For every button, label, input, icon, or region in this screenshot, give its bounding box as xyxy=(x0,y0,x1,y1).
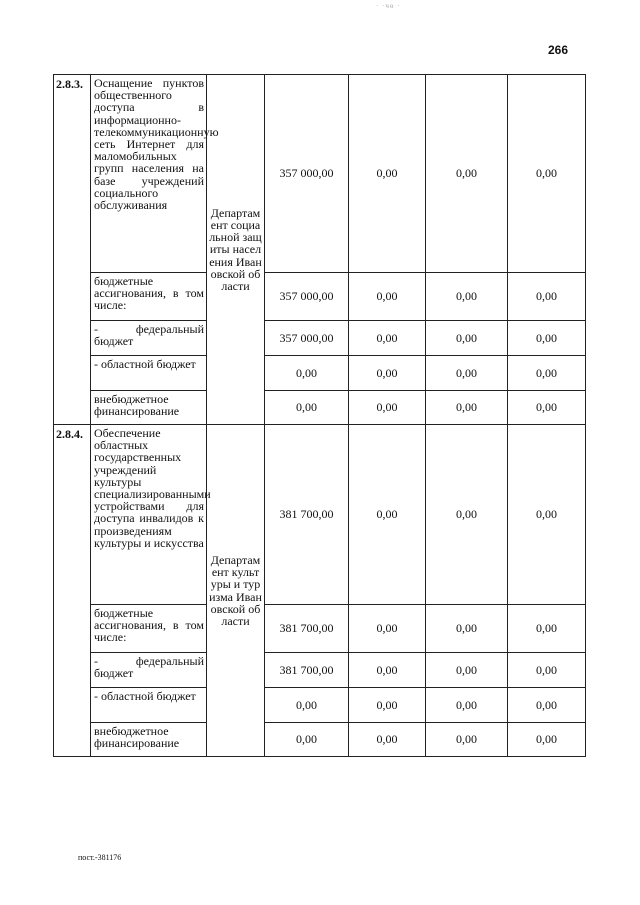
sub-label: внебюджетное финансирование xyxy=(91,391,207,425)
value-cell: 0,00 xyxy=(349,321,426,356)
value-cell: 357 000,00 xyxy=(265,273,349,321)
sub-label: - областной бюджет xyxy=(91,688,207,723)
value-cell: 0,00 xyxy=(426,75,508,273)
table-row xyxy=(54,321,586,356)
department-name: Департамент социальной защиты населения Ивановской области xyxy=(209,205,262,293)
sub-label: бюджетные ассигнования, в том числе: xyxy=(91,605,207,653)
page-number: 266 xyxy=(548,43,569,57)
value-cell: 0,00 xyxy=(508,688,586,723)
table-row xyxy=(54,425,586,605)
value-cell: 0,00 xyxy=(349,425,426,605)
table-row xyxy=(54,273,586,321)
sub-label: внебюджетное финансирование xyxy=(91,723,207,757)
value-cell: 381 700,00 xyxy=(265,653,349,688)
table-row xyxy=(54,723,586,757)
item-description: Оснащение пунктов общественного доступа в информационно-телекоммуникационную сеть Интернет для маломобильных групп населения на базе учреждений социального обслуживания xyxy=(91,75,207,273)
value-cell: 0,00 xyxy=(508,75,586,273)
value-cell: 0,00 xyxy=(426,356,508,391)
value-cell: 357 000,00 xyxy=(265,321,349,356)
value-cell: 0,00 xyxy=(426,391,508,425)
table-row xyxy=(54,605,586,653)
value-cell: 357 000,00 xyxy=(265,75,349,273)
value-cell: 0,00 xyxy=(349,356,426,391)
value-cell: 0,00 xyxy=(426,425,508,605)
sub-label: бюджетные ассигнования, в том числе: xyxy=(91,273,207,321)
table-row xyxy=(54,356,586,391)
value-cell: 0,00 xyxy=(265,391,349,425)
scan-mark: · ·чɵ · xyxy=(376,2,401,10)
value-cell: 0,00 xyxy=(349,653,426,688)
value-cell: 0,00 xyxy=(508,723,586,757)
table-row xyxy=(54,391,586,425)
value-cell: 381 700,00 xyxy=(265,605,349,653)
value-cell: 0,00 xyxy=(265,723,349,757)
value-cell: 0,00 xyxy=(426,723,508,757)
table-row xyxy=(54,75,586,273)
value-cell: 381 700,00 xyxy=(265,425,349,605)
value-cell: 0,00 xyxy=(265,356,349,391)
value-cell: 0,00 xyxy=(426,688,508,723)
value-cell: 0,00 xyxy=(508,391,586,425)
value-cell: 0,00 xyxy=(349,723,426,757)
value-cell: 0,00 xyxy=(349,688,426,723)
value-cell: 0,00 xyxy=(349,273,426,321)
value-cell: 0,00 xyxy=(349,391,426,425)
value-cell: 0,00 xyxy=(349,605,426,653)
value-cell: 0,00 xyxy=(508,321,586,356)
value-cell: 0,00 xyxy=(349,75,426,273)
value-cell: 0,00 xyxy=(508,425,586,605)
department-name: Департамент культуры и туризма Ивановской области xyxy=(209,552,262,628)
document-code: пост.-381176 xyxy=(78,853,122,862)
table-row xyxy=(54,653,586,688)
sub-label: - областной бюджет xyxy=(91,356,207,391)
value-cell: 0,00 xyxy=(508,273,586,321)
department-cell xyxy=(207,425,265,757)
value-cell: 0,00 xyxy=(426,605,508,653)
table-row xyxy=(54,688,586,723)
value-cell: 0,00 xyxy=(508,653,586,688)
value-cell: 0,00 xyxy=(508,605,586,653)
item-description: Обеспечение областных государственных учреждений культуры специализированными устройствами для доступа инвалидов к произведениям культуры и искусства xyxy=(91,425,207,605)
value-cell: 0,00 xyxy=(426,321,508,356)
value-cell: 0,00 xyxy=(426,273,508,321)
value-cell: 0,00 xyxy=(508,356,586,391)
sub-label: - федеральный бюджет xyxy=(91,321,207,356)
item-number: 2.8.4. xyxy=(54,425,91,757)
budget-table xyxy=(53,74,586,757)
value-cell: 0,00 xyxy=(426,653,508,688)
sub-label: - федеральный бюджет xyxy=(91,653,207,688)
value-cell: 0,00 xyxy=(265,688,349,723)
item-number: 2.8.3. xyxy=(54,75,91,425)
